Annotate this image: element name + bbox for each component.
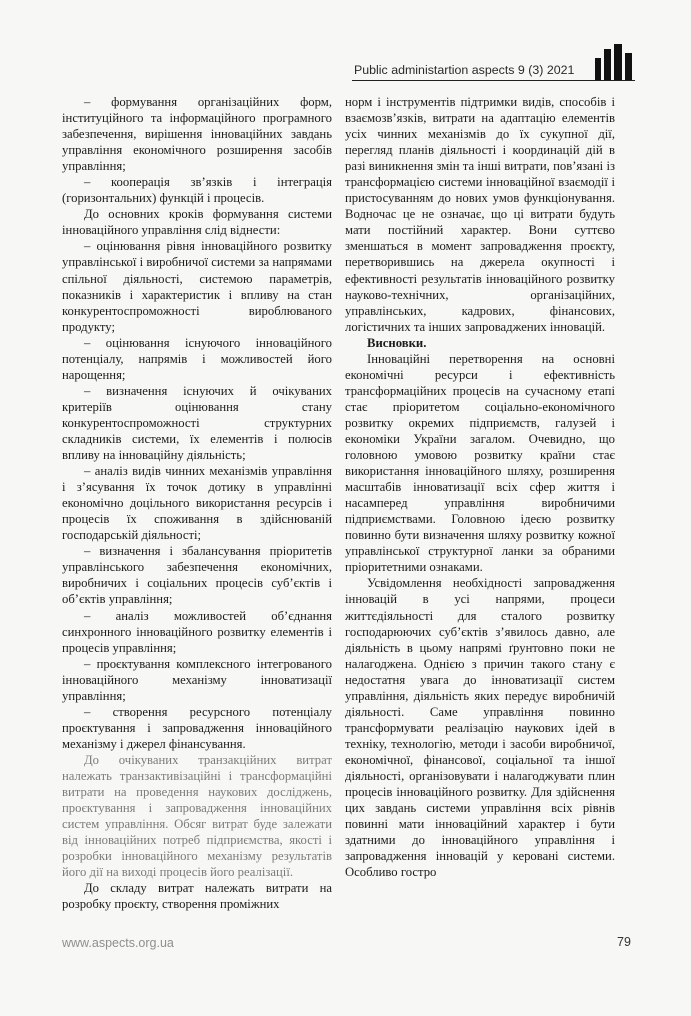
page-number: 79 (617, 935, 631, 949)
paragraph: – проєктування комплексного інтегрованого інноваційного механізму інноватизації управління; (62, 656, 332, 703)
left-column (62, 94, 332, 912)
paragraph: До складу витрат належать витрати на розробку проєкту, створення проміжних (62, 881, 332, 912)
paragraph: – створення ресурсного потенціалу проєктування і запровадження інноваційного механізму і джерел фінансування. (62, 704, 332, 751)
footer-url: www.aspects.org.ua (62, 936, 174, 950)
paragraph: – визначення існуючих й очікуваних критеріїв оцінювання стану конкурентоспроможності структурних складників системи, їх елементів і полюсів впливу на інноваційну діяльність; (62, 383, 332, 463)
right-column (345, 94, 615, 880)
header-divider (352, 80, 635, 81)
paragraph: – аналіз видів чинних механізмів управління і з’ясування їх точок дотику в управлінні економічно доцільного використання ресурсів і процесів їх споживання в здійснюваній господарській діяльності; (62, 464, 332, 543)
paragraph: норм і інструментів підтримки видів, способів і взаємозв’язків, витрати на адаптацію елементів усіх чинних механізмів до їх сукупної дії, перегляд планів діяльності і координацій дій в разі виникнення змін та інші витрати, пов’язані із трансформацією системи інноваційної взаємодії і пристосуванням до нових умов функціонування. Водночас це не означає, що ці витрати будуть мати постійний характер. Вони суттєво зменшаться в момент запровадження проєкту, перетворившись на джерела окупності і ефективності результатів інноваційного розвитку науково-технічних, організаційних, управлінських, кадрових, фінансових, логістичних та інших запроваджених інновацій. (345, 95, 615, 334)
paragraph: – формування організаційних форм, інституційного та інформаційного програмного забезпечення, вирішення інноваційних завдань управління економічного розширення засобів управління; (62, 95, 332, 174)
journal-title: Public administartion aspects 9 (3) 2021 (354, 63, 575, 77)
paragraph: До основних кроків формування системи інноваційного управління слід віднести: (62, 207, 332, 238)
paragraph: – оцінювання існуючого інноваційного потенціалу, напрямів і можливостей його нарощення; (62, 335, 332, 382)
paragraph: Інноваційні перетворення на основні економічні ресурси і ефективність трансформаційних процесів на сучасному етапі стає пріоритетом соціально-економічного розвитку окремих підприємств, галузей і економіки України загалом. Очевидно, що головною умовою розвитку країни стає використання інноваційного шляху, розширення масштабів інноватизації всіх сфер життя і насамперед управління виробничими підприємствами. Головною ідеєю розвитку повинно бути визначення шляху розвитку кожної управлінської структурної ланки за обраними пріоритетними ознаками. (345, 351, 615, 575)
paragraph: – кооперація зв’язків і інтеграція (горизонтальних) функцій і процесів. (62, 175, 332, 206)
paragraph: – оцінювання рівня інноваційного розвитку управлінської і виробничої системи за напрямами спільної діяльності, системою параметрів, показників і характеристик і впливу на стан конкурентоспроможності вироблюваного продукту; (62, 239, 332, 334)
paragraph: – визначення і збалансування пріоритетів управлінського забезпечення економічних, виробничих і соціальних процесів суб’єктів і об’єктів управління; (62, 544, 332, 607)
building-bars-icon (594, 44, 634, 80)
paragraph: – аналіз можливостей об’єднання синхронного інноваційного розвитку елементів і процесів управління; (62, 608, 332, 655)
paragraph: Усвідомлення необхідності запровадження інновацій в усі напрями, процеси життєдіяльності для сталого розвитку господарюючих суб’єктів з’явилось давно, але діяльність в цьому напрямі ґрунтовно поки не налагоджена. Однією з причин такого стану є недостатня увага до інноватизації систем управління, діяльність яких передує виробничій діяльності. Саме управління повинно трансформувати реалізацію наукових ідей в техніку, технологію, методи і засоби виробничої, економічної, фінансової, соціальної та іншої діяльності, організовувати і налагоджувати плин процесів інноваційного розвитку. Для здійснення цих завдань системи управління всіх рівнів повинні мати інноваційний характер і бути здатними до інноваційного управління і запровадження інновацій у керовані системи. Особливо гостро (345, 576, 615, 880)
section-heading: Висновки. (367, 335, 427, 350)
paragraph: До очікуваних транзакційних витрат належать транзактивізаційні і трансформаційні витрати на проведення наукових досліджень, проєктування і запровадження інноваційних систем управління. Обсяг витрат буде залежати від інноваційних потреб підприємства, якості і розробки інноваційного механізму результатів його дії на виході процесів його реалізації. (62, 752, 332, 880)
